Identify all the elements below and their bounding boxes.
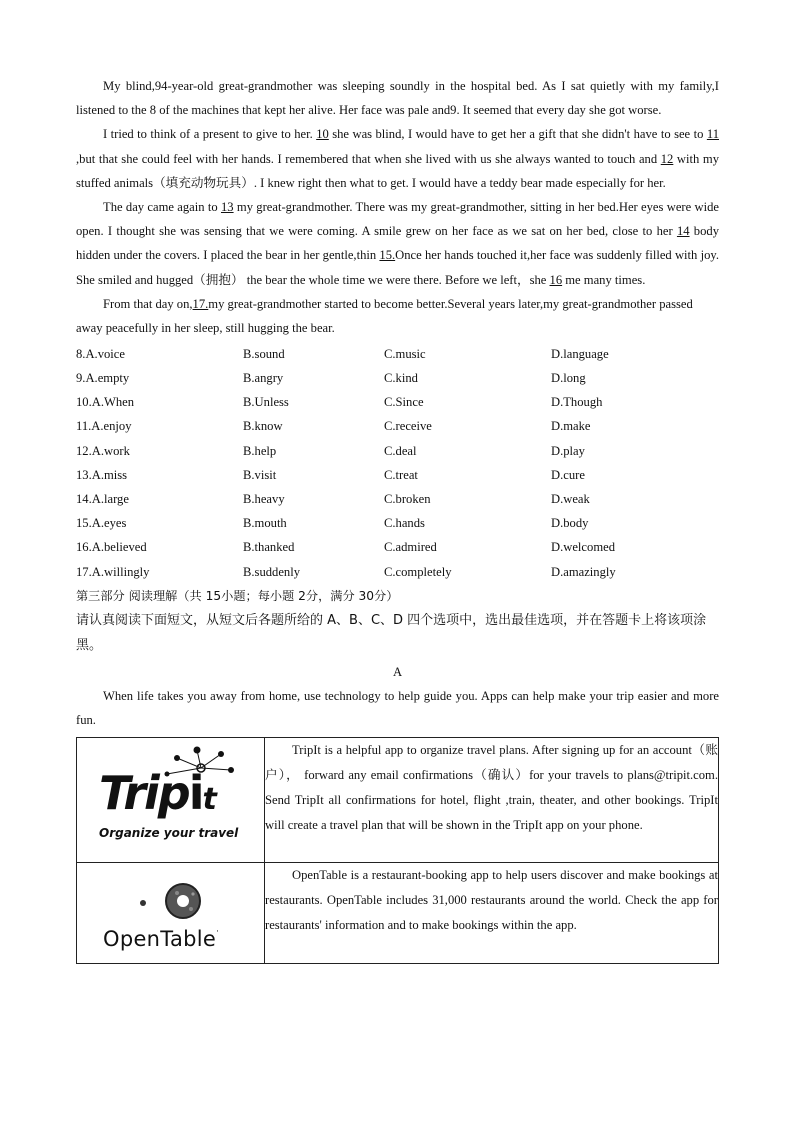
option-b[interactable]: B.Unless bbox=[243, 395, 289, 410]
option-row-8 bbox=[76, 342, 719, 366]
p4-text-b: my great-grandmother started to become better.Several years later,my great-grandmother passed away peacefully in her sleep, still hugging the bear. bbox=[76, 296, 693, 336]
tripit-logo bbox=[99, 746, 249, 856]
option-c[interactable]: C.completely bbox=[384, 564, 452, 579]
p2-text-d: ,but that she could feel with her hands. I remembered that when she lived with us she always wanted to touch and bbox=[76, 151, 661, 166]
tripit-wordmark: Tripit bbox=[99, 765, 215, 820]
option-row-11 bbox=[76, 415, 719, 439]
blank-17: 17. bbox=[192, 296, 209, 311]
opentable-logo-cell bbox=[77, 862, 265, 963]
option-row-13 bbox=[76, 463, 719, 487]
option-c[interactable]: C.hands bbox=[384, 516, 425, 531]
table-row bbox=[77, 737, 719, 862]
paragraph-1-text: My blind,94-year-old great-grandmother was sleeping soundly in the hospital bed. As I sat quietly with my family,I listened to the 8 of the machines that kept her alive. Her face was pale and9. It seemed that every day she got worse. bbox=[76, 79, 719, 118]
paragraph-3 bbox=[76, 195, 719, 292]
option-d[interactable]: D.play bbox=[551, 443, 585, 458]
p3-text-c: body hidden under the covers. I placed the bear in her gentle,thin bbox=[76, 224, 719, 263]
option-a[interactable]: 11.A.enjoy bbox=[76, 419, 132, 434]
option-c[interactable]: C.broken bbox=[384, 491, 431, 506]
blank-15: 15. bbox=[379, 248, 396, 263]
option-a[interactable]: 16.A.believed bbox=[76, 540, 147, 555]
blank-13: 13 bbox=[220, 200, 234, 215]
p2-text-e: with my stuffed animals（填充动物玩具）. I knew right then what to get. I would have a teddy bear made especially for her. bbox=[76, 151, 719, 190]
option-a[interactable]: 12.A.work bbox=[76, 443, 130, 458]
blank-10: 10 bbox=[316, 127, 329, 142]
opentable-dots-icon bbox=[133, 881, 213, 925]
paragraph-2 bbox=[76, 122, 719, 195]
opentable-wordmark-text: OpenTable bbox=[103, 926, 217, 951]
option-a[interactable]: 15.A.eyes bbox=[76, 516, 127, 531]
option-b[interactable]: B.heavy bbox=[243, 491, 285, 506]
opentable-logo bbox=[103, 881, 253, 961]
option-b[interactable]: B.suddenly bbox=[243, 564, 301, 579]
option-b[interactable]: B.mouth bbox=[243, 516, 287, 531]
option-a[interactable]: 14.A.large bbox=[76, 491, 129, 506]
option-b[interactable]: B.help bbox=[243, 443, 277, 458]
p2-text-c: she was blind, I would have to get her a gift that she didn't have to see to bbox=[328, 127, 707, 142]
option-a[interactable]: 8.A.voice bbox=[76, 346, 125, 361]
paragraph-4 bbox=[76, 292, 719, 340]
option-row-15 bbox=[76, 512, 719, 536]
option-d[interactable]: D.cure bbox=[551, 467, 585, 482]
option-d[interactable]: D.amazingly bbox=[551, 564, 616, 579]
option-d[interactable]: D.language bbox=[551, 346, 609, 361]
document-page bbox=[76, 74, 719, 964]
tripit-logo-cell bbox=[77, 737, 265, 862]
blank-11: 11 bbox=[706, 127, 719, 142]
tripit-tagline: Organize your travel bbox=[99, 825, 239, 840]
option-row-10 bbox=[76, 391, 719, 415]
option-d[interactable]: D.make bbox=[551, 419, 591, 434]
option-d[interactable]: D.Though bbox=[551, 395, 603, 410]
option-row-17 bbox=[76, 560, 719, 584]
table-row bbox=[77, 862, 719, 963]
option-row-14 bbox=[76, 487, 719, 511]
option-d[interactable]: D.body bbox=[551, 516, 589, 531]
blank-12: 12 bbox=[660, 151, 674, 166]
blank-14: 14 bbox=[676, 224, 690, 239]
option-c[interactable]: C.music bbox=[384, 346, 426, 361]
option-a[interactable]: 9.A.empty bbox=[76, 371, 130, 386]
option-row-16 bbox=[76, 536, 719, 560]
p3-text-b: my great-grandmother. There was my great-grandmother, sitting in her bed.Her eyes were wide open. I thought she was sensing that we were coming. A smile grew on her face as we sat on her bed, close to her bbox=[76, 200, 719, 239]
option-c[interactable]: C.receive bbox=[384, 419, 432, 434]
blank-16: 16 bbox=[549, 272, 563, 287]
option-c[interactable]: C.admired bbox=[384, 540, 437, 555]
option-row-9 bbox=[76, 366, 719, 390]
section-instruction: 请认真阅读下面短文，从短文后各题所给的 A、B、C、D 四个选项中，选出最佳选项，并在答题卡上将该项涂黑。 bbox=[76, 613, 707, 654]
option-a[interactable]: 13.A.miss bbox=[76, 467, 128, 482]
option-b[interactable]: B.know bbox=[243, 419, 283, 434]
p3-text-d: Once her hands touched it,her face was suddenly filled with joy. She smiled and hugged（拥抱） the bear the whole time we were there. Before we left，she bbox=[76, 248, 720, 287]
option-d[interactable]: D.welcomed bbox=[551, 540, 615, 555]
option-c[interactable]: C.treat bbox=[384, 467, 418, 482]
option-a[interactable]: 10.A.When bbox=[76, 395, 135, 410]
p4-text-a: From that day on, bbox=[103, 296, 193, 311]
option-b[interactable]: B.sound bbox=[243, 346, 285, 361]
opentable-wordmark: OpenTable· bbox=[103, 926, 220, 951]
passage-label: A bbox=[392, 665, 403, 680]
option-b[interactable]: B.visit bbox=[243, 467, 277, 482]
options-list bbox=[76, 342, 719, 584]
opentable-description: OpenTable is a restaurant-booking app to help users discover and make bookings at restaurants. OpenTable includes 31,000 restaurants around the world. Check the app for restaurants' information and to make bookings within the app. bbox=[265, 867, 718, 932]
option-b[interactable]: B.thanked bbox=[243, 540, 295, 555]
p2-text-a: I tried to think of a present to give to her. bbox=[103, 127, 317, 142]
paragraph-1 bbox=[76, 74, 719, 122]
passage-intro: When life takes you away from home, use technology to help guide you. Apps can help make your trip easier and more fun. bbox=[76, 689, 719, 728]
option-row-12 bbox=[76, 439, 719, 463]
apps-table bbox=[76, 737, 719, 964]
option-c[interactable]: C.Since bbox=[384, 395, 424, 410]
option-c[interactable]: C.deal bbox=[384, 443, 417, 458]
p3-text-a: The day came again to bbox=[103, 200, 221, 215]
option-b[interactable]: B.angry bbox=[243, 371, 284, 386]
tripit-description: TripIt is a helpful app to organize travel plans. After signing up for an account（账户）， forward any email confirmations（确认）for your travels to plans@tripit.com. Send TripIt all confirmations for hotel, flight ,train, theater, and other bookings. TripIt will create a travel plan that will be shown in the TripIt app on your phone. bbox=[265, 742, 718, 832]
option-d[interactable]: D.weak bbox=[551, 491, 590, 506]
opentable-description-cell bbox=[265, 862, 719, 963]
tripit-description-cell bbox=[265, 737, 719, 862]
section-heading: 第三部分 阅读理解（共 15小题；每小题 2分，满分 30分） bbox=[76, 589, 399, 604]
p3-text-e: me many times. bbox=[562, 272, 646, 287]
option-d[interactable]: D.long bbox=[551, 371, 586, 386]
option-c[interactable]: C.kind bbox=[384, 371, 418, 386]
option-a[interactable]: 17.A.willingly bbox=[76, 564, 150, 579]
